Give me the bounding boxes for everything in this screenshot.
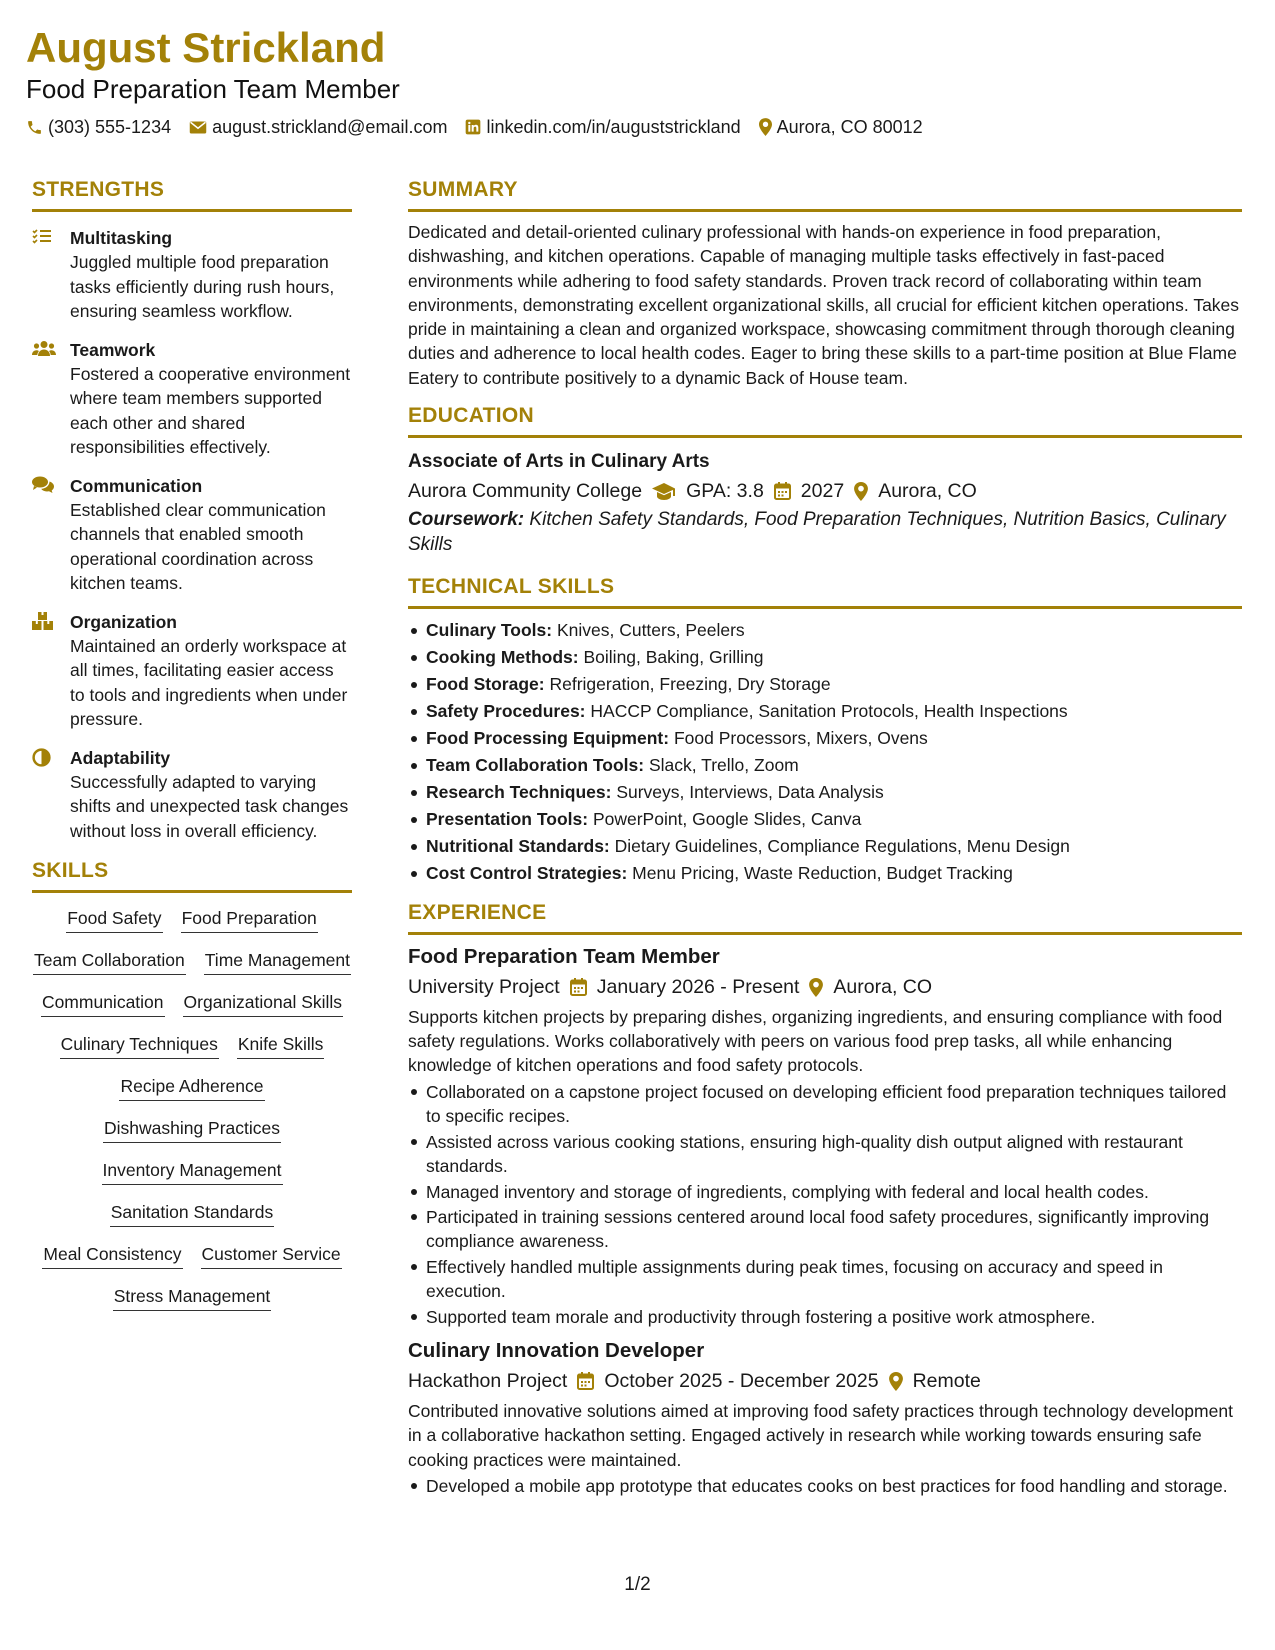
job-bullets — [408, 1474, 1242, 1498]
strength-title: Teamwork — [70, 339, 156, 360]
tech-label: Research Techniques: — [426, 782, 612, 803]
tech-label: Culinary Tools: — [426, 620, 553, 641]
list-item — [408, 752, 1242, 779]
strength-item — [32, 338, 352, 460]
list-item: Managed inventory and storage of ingredients, complying with federal and local health codes. — [408, 1180, 1242, 1204]
tech-label: Presentation Tools: — [426, 809, 589, 830]
coursework-list: Kitchen Safety Standards, Food Preparation Techniques, Nutrition Basics, Culinary Skills — [408, 509, 1226, 555]
contact-bar — [26, 112, 1246, 142]
school-location: Aurora, CO — [878, 480, 977, 503]
page-number: 1/2 — [624, 1574, 651, 1595]
contact-linkedin[interactable] — [465, 117, 740, 138]
list-item — [408, 698, 1242, 725]
list-item: Participated in training sessions centered around local food safety procedures, significantly improving compliance awareness. — [408, 1205, 1242, 1253]
list-item — [408, 644, 1242, 671]
skill-tag: Stress Management — [113, 1283, 272, 1311]
tech-value: Menu Pricing, Waste Reduction, Budget Tracking — [632, 863, 1013, 884]
tech-value: PowerPoint, Google Slides, Canva — [592, 809, 862, 830]
skills-section — [32, 857, 352, 1311]
phone-icon — [26, 119, 43, 136]
tech-value: Surveys, Interviews, Data Analysis — [616, 782, 884, 803]
summary-section — [408, 176, 1242, 390]
tech-value: Refrigeration, Freezing, Dry Storage — [549, 674, 831, 695]
technical-skills-heading: TECHNICAL SKILLS — [408, 573, 1242, 609]
candidate-role: Food Preparation Team Member — [26, 74, 400, 104]
tech-label: Nutritional Standards: — [426, 836, 610, 857]
resume-header — [26, 24, 1246, 142]
job-meta — [408, 972, 1242, 1002]
skill-tag: Time Management — [204, 947, 351, 975]
coursework — [408, 508, 1242, 557]
skills-heading: SKILLS — [32, 857, 352, 893]
skill-tag: Organizational Skills — [183, 989, 344, 1017]
map-marker-icon — [809, 978, 823, 997]
summary-text: Dedicated and detail-oriented culinary professional with hands-on experience in food preparation, dishwashing, and kitchen operations. Capable of managing multiple tasks effectively in fast-paced environments while adhering to food safety standards. Proven track record of collaborating within team environments, demonstrating excellent organizational skills, all crucial for efficient kitchen operations. Takes pride in maintaining a clean and organized workspace, showcasing commitment through thorough cleaning duties and adherence to local health codes. Eager to bring these skills to a part-time position at Blue Flame Eatery to contribute positively to a dynamic Back of House team. — [408, 222, 1240, 388]
job-description: Contributed innovative solutions aimed at improving food safety practices through technology development in a collaborative hackathon setting. Engaged actively in research while working towards ensuring safe cooking practices were maintained. — [408, 1401, 1233, 1470]
strength-item — [32, 610, 352, 732]
strength-item — [32, 226, 352, 324]
skill-tag: Dishwashing Practices — [103, 1115, 281, 1143]
job-location: Aurora, CO — [833, 976, 933, 999]
comments-icon — [32, 476, 54, 493]
gpa-text: GPA: 3.8 — [686, 480, 764, 503]
technical-skills-list — [408, 617, 1242, 887]
strength-title: Communication — [70, 475, 203, 496]
coursework-label: Coursework: — [408, 509, 525, 531]
tech-value: Food Processors, Mixers, Ovens — [673, 728, 928, 749]
strength-desc: Maintained an orderly workspace at all times, facilitating easier access to tools and ingredients when under pressure. — [70, 635, 348, 729]
strengths-heading: STRENGTHS — [32, 176, 352, 212]
list-item — [408, 833, 1242, 860]
right-column — [408, 176, 1242, 1500]
tech-value: Dietary Guidelines, Compliance Regulations, Menu Design — [614, 836, 1070, 857]
candidate-name: August Strickland — [26, 24, 386, 71]
strengths-list — [32, 226, 352, 843]
job-title: Food Preparation Team Member — [408, 945, 720, 969]
contact-phone[interactable] — [26, 117, 171, 138]
tech-label: Cooking Methods: — [426, 647, 579, 668]
job-bullets — [408, 1080, 1242, 1330]
technical-skills-section — [408, 573, 1242, 887]
skill-tag: Inventory Management — [102, 1157, 283, 1185]
envelope-icon — [189, 120, 207, 135]
strength-title: Multitasking — [70, 228, 173, 248]
job-title: Culinary Innovation Developer — [408, 1339, 705, 1363]
skill-tag: Customer Service — [201, 1241, 342, 1269]
experience-section — [408, 899, 1242, 1498]
skill-tag: Team Collaboration — [33, 947, 186, 975]
map-marker-icon — [854, 482, 868, 501]
skill-tag: Meal Consistency — [42, 1241, 182, 1269]
skill-tag: Sanitation Standards — [110, 1199, 274, 1227]
contact-location — [759, 117, 923, 138]
education-heading: EDUCATION — [408, 402, 1242, 438]
left-column — [32, 176, 352, 1311]
list-item: Effectively handled multiple assignments during peak times, focusing on accuracy and speed in execution. — [408, 1255, 1242, 1303]
adjust-icon — [32, 748, 51, 767]
tech-value: Boiling, Baking, Grilling — [583, 647, 764, 668]
strength-desc: Fostered a cooperative environment where team members supported each other and shared responsibilities effectively. — [70, 363, 351, 457]
experience-heading: EXPERIENCE — [408, 899, 1242, 935]
users-icon — [32, 340, 56, 356]
list-item — [408, 671, 1242, 698]
phone-text: (303) 555-1234 — [48, 116, 172, 137]
skills-list — [32, 905, 352, 1311]
skill-tag: Culinary Techniques — [60, 1031, 219, 1059]
job-location: Remote — [912, 1370, 981, 1393]
list-item: Developed a mobile app prototype that educates cooks on best practices for food handling and storage. — [408, 1474, 1242, 1498]
tech-label: Team Collaboration Tools: — [426, 755, 645, 776]
job-org: University Project — [408, 976, 560, 999]
list-item: Assisted across various cooking stations, ensuring high-quality dish output aligned with restaurant standards. — [408, 1130, 1242, 1178]
list-item — [408, 617, 1242, 644]
checklist-icon — [32, 228, 52, 244]
job-dates: October 2025 - December 2025 — [604, 1370, 879, 1393]
summary-heading: SUMMARY — [408, 176, 1242, 212]
skill-tag: Recipe Adherence — [119, 1073, 264, 1101]
education-section — [408, 402, 1242, 557]
list-item — [408, 725, 1242, 752]
tech-value: HACCP Compliance, Sanitation Protocols, Health Inspections — [590, 701, 1068, 722]
contact-email[interactable] — [189, 117, 447, 138]
linkedin-icon — [465, 119, 481, 135]
degree-title: Associate of Arts in Culinary Arts — [408, 451, 710, 473]
tech-label: Food Processing Equipment: — [426, 728, 670, 749]
email-text: august.strickland@email.com — [212, 116, 448, 137]
education-meta — [408, 476, 1242, 506]
tech-label: Safety Procedures: — [426, 701, 586, 722]
tech-label: Cost Control Strategies: — [426, 863, 628, 884]
map-marker-icon — [759, 118, 772, 136]
strength-item — [32, 746, 352, 844]
list-item — [408, 779, 1242, 806]
strength-item — [32, 474, 352, 596]
graduation-cap-icon — [652, 483, 676, 500]
tech-label: Food Storage: — [426, 674, 545, 695]
skill-tag: Food Preparation — [181, 905, 318, 933]
strength-desc: Established clear communication channels that enabled smooth operational coordination across kitchen teams. — [70, 499, 326, 593]
strength-title: Organization — [70, 611, 177, 632]
job-entry — [408, 1336, 1242, 1498]
graduation-year: 2027 — [800, 480, 845, 503]
skill-tag: Food Safety — [66, 905, 162, 933]
list-item: Collaborated on a capstone project focused on developing efficient food preparation techniques tailored to specific recipes. — [408, 1080, 1242, 1128]
strength-title: Adaptability — [70, 747, 171, 768]
job-meta — [408, 1366, 1242, 1396]
job-entry — [408, 942, 1242, 1329]
boxes-icon — [32, 612, 53, 630]
strength-desc: Successfully adapted to varying shifts and unexpected task changes without loss in overall efficiency. — [70, 771, 349, 841]
job-org: Hackathon Project — [408, 1370, 568, 1393]
list-item: Supported team morale and productivity through fostering a positive work atmosphere. — [408, 1305, 1242, 1329]
tech-value: Knives, Cutters, Peelers — [556, 620, 745, 641]
calendar-icon — [774, 482, 791, 500]
school-name: Aurora Community College — [408, 480, 643, 503]
linkedin-text: linkedin.com/in/auguststrickland — [486, 116, 741, 137]
list-item — [408, 860, 1242, 887]
tech-value: Slack, Trello, Zoom — [648, 755, 799, 776]
strength-desc: Juggled multiple food preparation tasks efficiently during rush hours, ensuring seamless workflow. — [70, 252, 335, 321]
job-description: Supports kitchen projects by preparing dishes, organizing ingredients, and ensuring compliance with food safety regulations. Works collaboratively with peers on various food prep tasks, all while enhancing knowledge of kitchen operations and food safety protocols. — [408, 1007, 1223, 1076]
location-text: Aurora, CO 80012 — [776, 116, 923, 137]
calendar-icon — [577, 1372, 594, 1390]
skill-tag: Communication — [41, 989, 165, 1017]
skill-tag: Knife Skills — [237, 1031, 325, 1059]
job-dates: January 2026 - Present — [596, 976, 800, 999]
map-marker-icon — [889, 1372, 903, 1391]
list-item — [408, 806, 1242, 833]
calendar-icon — [570, 978, 587, 996]
